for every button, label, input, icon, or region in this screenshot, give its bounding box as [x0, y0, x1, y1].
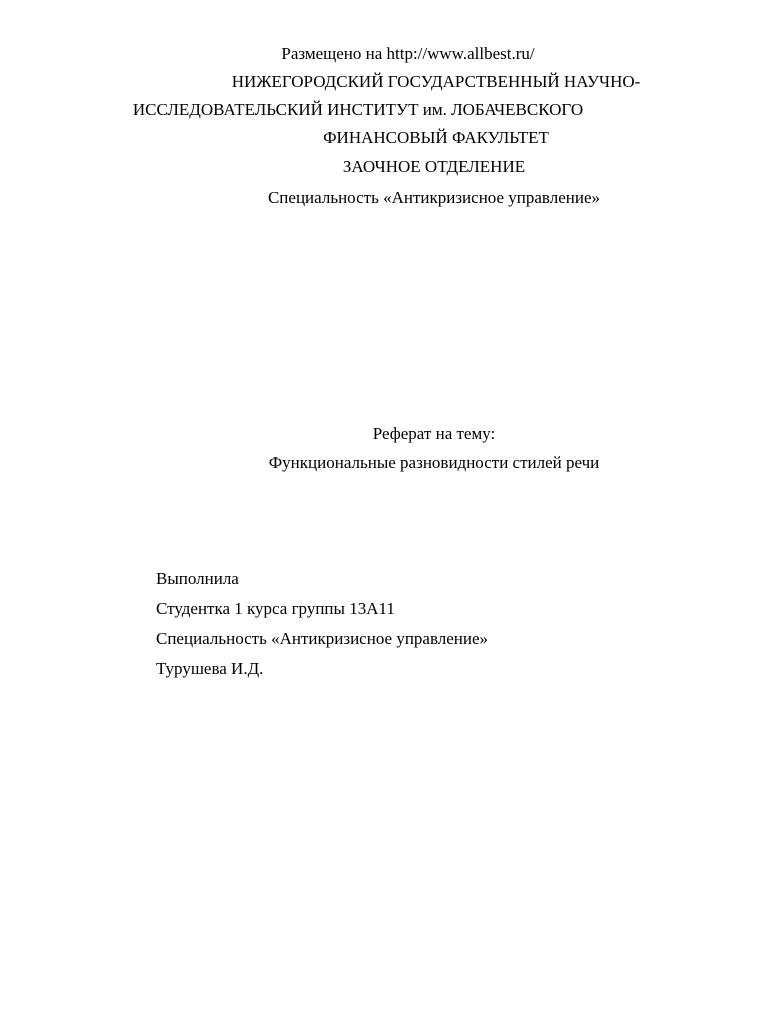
topic-title: Функциональные разновидности стилей речи	[268, 453, 600, 472]
performed-by-label: Выполнила	[156, 569, 239, 588]
specialty-header: Специальность «Антикризисное управление»	[267, 188, 601, 207]
faculty-name: ФИНАНСОВЫЙ ФАКУЛЬТЕТ	[323, 128, 549, 147]
source-link-line: Размещено на http://www.allbest.ru/	[281, 44, 535, 63]
department-name: ЗАОЧНОЕ ОТДЕЛЕНИЕ	[342, 157, 526, 176]
institute-name-line-1: НИЖЕГОРОДСКИЙ ГОСУДАРСТВЕННЫЙ НАУЧНО-	[231, 72, 641, 91]
author-name: Турушева И.Д.	[156, 659, 264, 678]
institute-name-line-2: ИССЛЕДОВАТЕЛЬСКИЙ ИНСТИТУТ им. ЛОБАЧЕВСКОГО	[132, 100, 584, 119]
author-specialty: Специальность «Антикризисное управление»	[156, 629, 489, 648]
student-group: Студентка 1 курса группы 13А11	[156, 599, 395, 618]
topic-label: Реферат на тему:	[372, 424, 496, 443]
